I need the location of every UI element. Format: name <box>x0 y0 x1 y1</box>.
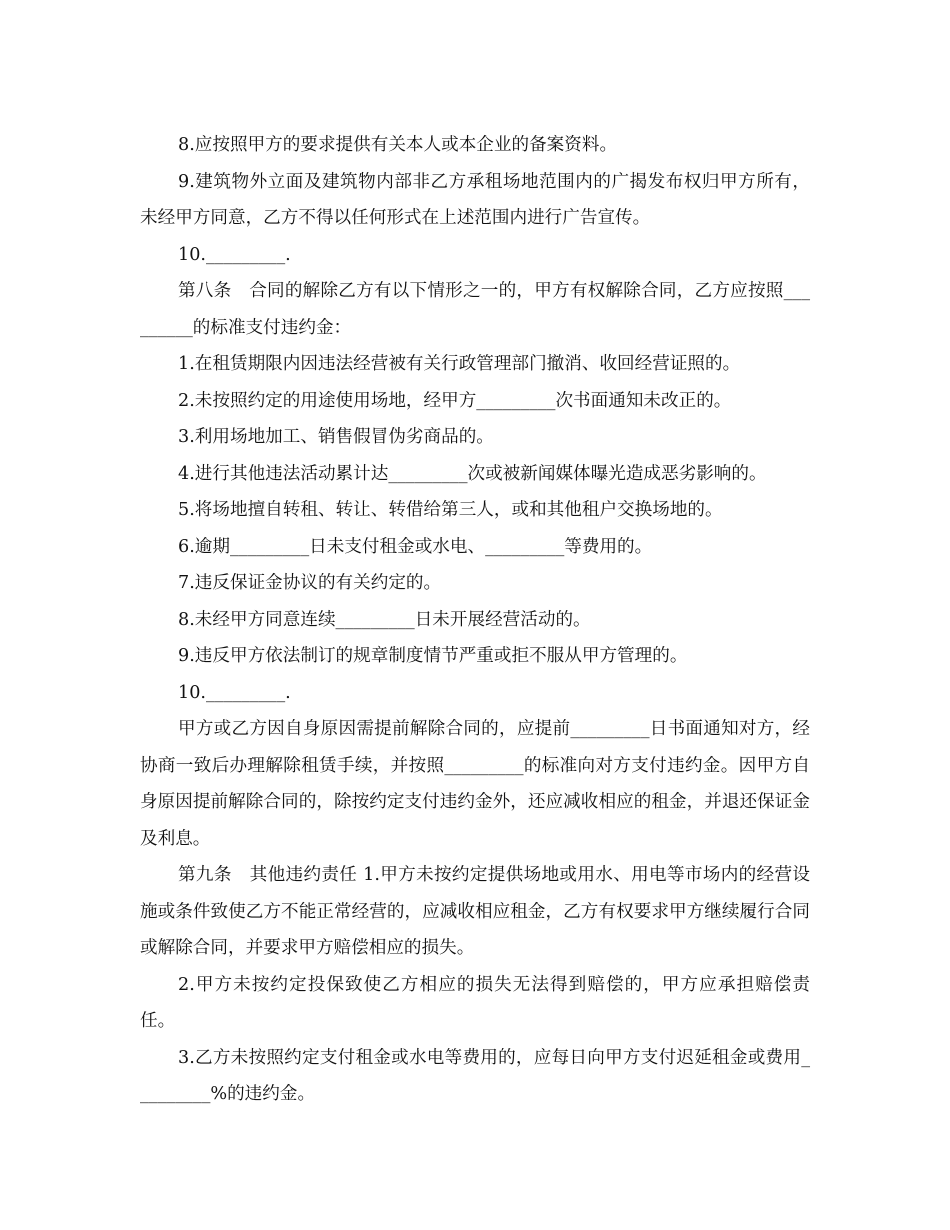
article-8-termination: 第八条 合同的解除乙方有以下情形之一的，甲方有权解除合同，乙方应按照_________的标准支付违约金： <box>140 281 810 338</box>
article-9-other-liability: 第九条 其他违约责任 1.甲方未按约定提供场地或用水、用电等市场内的经营设施或条件致使乙方不能正常经营的，应减收相应租金，乙方有权要求甲方继续履行合同或解除合同，并要求甲方赔偿相应的损失。 <box>140 865 810 958</box>
termination-item-8: 8.未经甲方同意连续_________日未开展经营活动的。 <box>178 609 591 630</box>
liability-item-2: 2.甲方未按约定投保致使乙方相应的损失无法得到赔偿的，甲方应承担赔偿责任。 <box>140 974 810 1031</box>
clause-10-blank: 10._________. <box>178 244 291 265</box>
termination-item-1: 1.在租赁期限内因违法经营被有关行政管理部门撤消、收回经营证照的。 <box>178 354 741 374</box>
termination-item-5: 5.将场地擅自转租、转让、转借给第三人，或和其他租户交换场地的。 <box>178 500 723 520</box>
clause-9-advertising-rights: 9.建筑物外立面及建筑物内部非乙方承租场地范围内的广揭发布权归甲方所有，未经甲方同意，乙方不得以任何形式在上述范围内进行广告宣传。 <box>140 171 810 228</box>
termination-item-10: 10._________. <box>178 682 291 703</box>
termination-item-6: 6.逾期_________日未支付租金或水电、_________等费用的。 <box>178 536 653 557</box>
termination-item-2: 2.未按照约定的用途使用场地，经甲方_________次书面通知未改正的。 <box>178 390 732 411</box>
termination-item-4: 4.进行其他违法活动累计达_________次或被新闻媒体曝光造成恶劣影响的。 <box>178 463 767 484</box>
liability-item-3: 3.乙方未按照约定支付租金或水电等费用的，应每日向甲方支付迟延租金或费用_________%的违约金。 <box>140 1047 810 1104</box>
termination-item-7: 7.违反保证金协议的有关约定的。 <box>178 573 442 593</box>
termination-item-9: 9.违反甲方依法制订的规章制度情节严重或拒不服从甲方管理的。 <box>178 646 688 666</box>
termination-item-3: 3.利用场地加工、销售假冒伪劣商品的。 <box>178 427 494 447</box>
clause-8-filing-materials: 8.应按照甲方的要求提供有关本人或本企业的备案资料。 <box>178 135 618 155</box>
document-body <box>140 127 810 1113</box>
early-termination-paragraph: 甲方或乙方因自身原因需提前解除合同的，应提前_________日书面通知对方，经协商一致后办理解除租赁手续，并按照_________的标准向对方支付违约金。因甲方自身原因提前解除合同的，除按约定支付违约金外，还应减收相应的租金，并退还保证金及利息。 <box>140 719 810 849</box>
